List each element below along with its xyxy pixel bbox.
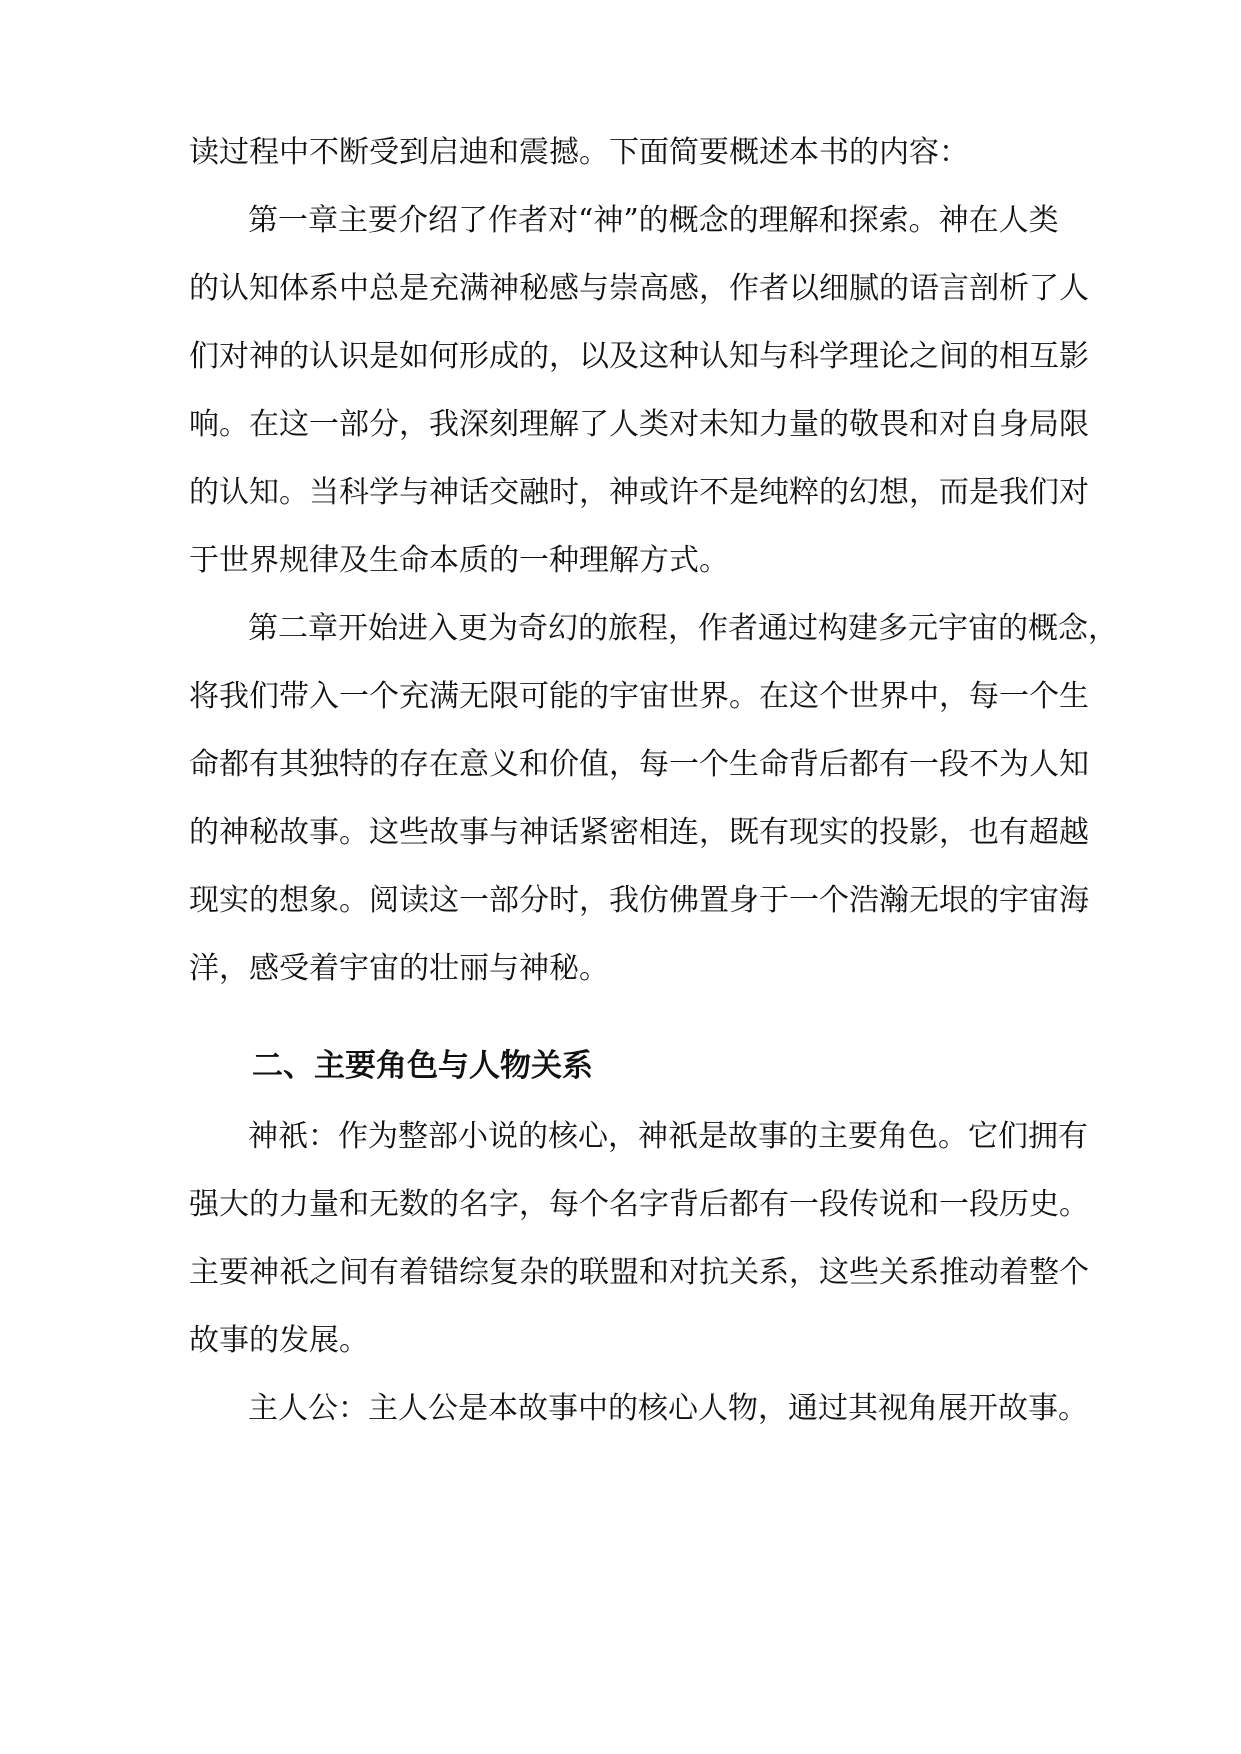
section-heading: 二、主要角色与人物关系 [252, 1048, 593, 1084]
text-line: 于世界规律及生命本质的一种理解方式。 [189, 543, 729, 578]
paragraph-start-line: 神祇：作为整部小说的核心，神祇是故事的主要角色。它们拥有 [248, 1119, 1088, 1154]
paragraph-start-line: 主人公：主人公是本故事中的核心人物，通过其视角展开故事。 [248, 1391, 1088, 1426]
text-line: 命都有其独特的存在意义和价值，每一个生命背后都有一段不为人知 [189, 747, 1089, 782]
text-line: 现实的想象。阅读这一部分时，我仿佛置身于一个浩瀚无垠的宇宙海 [189, 883, 1089, 918]
text-line: 故事的发展。 [189, 1323, 369, 1358]
text-line: 读过程中不断受到启迪和震撼。下面简要概述本书的内容： [189, 135, 969, 170]
text-line: 的认知体系中总是充满神秘感与崇高感，作者以细腻的语言剖析了人 [189, 271, 1089, 306]
text-line: 主要神祇之间有着错综复杂的联盟和对抗关系，这些关系推动着整个 [189, 1255, 1089, 1290]
paragraph-start-line: 第一章主要介绍了作者对“神”的概念的理解和探索。神在人类 [248, 203, 1059, 238]
text-line: 的认知。当科学与神话交融时，神或许不是纯粹的幻想，而是我们对 [189, 475, 1089, 510]
text-line: 洋，感受着宇宙的壮丽与神秘。 [189, 951, 609, 986]
text-line: 的神秘故事。这些故事与神话紧密相连，既有现实的投影，也有超越 [189, 815, 1089, 850]
text-line: 将我们带入一个充满无限可能的宇宙世界。在这个世界中，每一个生 [189, 679, 1089, 714]
paragraph-start-line: 第二章开始进入更为奇幻的旅程，作者通过构建多元宇宙的概念， [248, 611, 1118, 646]
text-line: 响。在这一部分，我深刻理解了人类对未知力量的敬畏和对自身局限 [189, 407, 1089, 442]
text-line: 强大的力量和无数的名字，每个名字背后都有一段传说和一段历史。 [189, 1187, 1089, 1222]
text-line: 们对神的认识是如何形成的，以及这种认知与科学理论之间的相互影 [189, 339, 1089, 374]
